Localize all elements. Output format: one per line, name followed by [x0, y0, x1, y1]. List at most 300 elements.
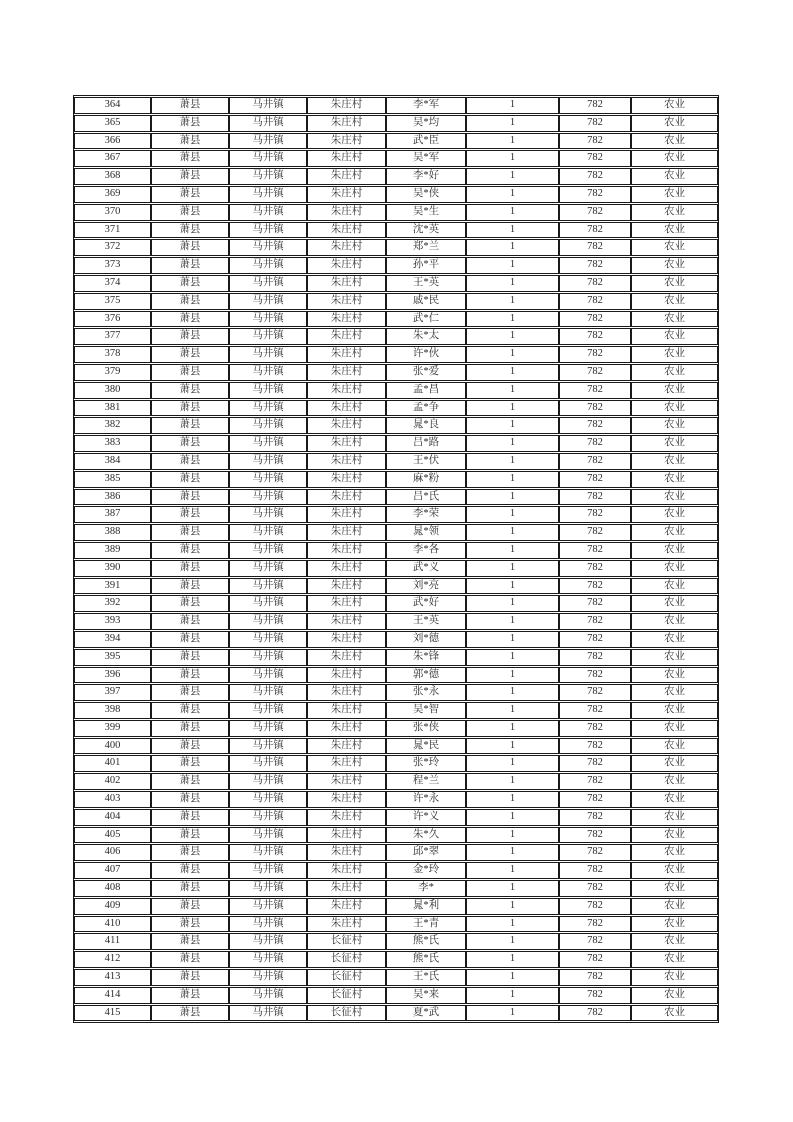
table-row — [74, 222, 718, 239]
cell-name: 金*玲 — [386, 862, 466, 879]
cell-name: 朱*久 — [386, 827, 466, 844]
cell-name: 郭*德 — [386, 667, 466, 684]
cell-seq: 379 — [74, 364, 151, 381]
cell-category: 农业 — [631, 667, 718, 684]
table-row — [74, 150, 718, 167]
cell-county: 萧县 — [151, 649, 229, 666]
cell-village: 朱庄村 — [307, 809, 386, 826]
cell-village: 朱庄村 — [307, 150, 386, 167]
table-row — [74, 844, 718, 861]
cell-village: 朱庄村 — [307, 293, 386, 310]
cell-count: 1 — [466, 506, 559, 523]
cell-town: 马井镇 — [229, 1005, 307, 1022]
cell-amount: 782 — [559, 239, 631, 256]
cell-county: 萧县 — [151, 506, 229, 523]
cell-village: 朱庄村 — [307, 204, 386, 221]
cell-count: 1 — [466, 382, 559, 399]
cell-name: 李*荣 — [386, 506, 466, 523]
cell-town: 马井镇 — [229, 524, 307, 541]
cell-seq: 410 — [74, 916, 151, 933]
cell-seq: 388 — [74, 524, 151, 541]
cell-name: 许*伙 — [386, 346, 466, 363]
cell-amount: 782 — [559, 257, 631, 274]
cell-seq: 367 — [74, 150, 151, 167]
cell-village: 朱庄村 — [307, 524, 386, 541]
cell-county: 萧县 — [151, 720, 229, 737]
table-row — [74, 827, 718, 844]
cell-amount: 782 — [559, 275, 631, 292]
cell-seq: 405 — [74, 827, 151, 844]
cell-category: 农业 — [631, 1005, 718, 1022]
cell-count: 1 — [466, 649, 559, 666]
cell-seq: 384 — [74, 453, 151, 470]
cell-seq: 374 — [74, 275, 151, 292]
cell-village: 朱庄村 — [307, 186, 386, 203]
table-row — [74, 649, 718, 666]
cell-village: 朱庄村 — [307, 720, 386, 737]
cell-town: 马井镇 — [229, 933, 307, 950]
cell-seq: 372 — [74, 239, 151, 256]
table-row — [74, 862, 718, 879]
cell-village: 朱庄村 — [307, 827, 386, 844]
cell-county: 萧县 — [151, 1005, 229, 1022]
table-row — [74, 417, 718, 434]
cell-name: 吴*侠 — [386, 186, 466, 203]
cell-town: 马井镇 — [229, 417, 307, 434]
cell-amount: 782 — [559, 862, 631, 879]
cell-county: 萧县 — [151, 400, 229, 417]
cell-count: 1 — [466, 542, 559, 559]
cell-category: 农业 — [631, 382, 718, 399]
cell-county: 萧县 — [151, 667, 229, 684]
cell-category: 农业 — [631, 133, 718, 150]
cell-count: 1 — [466, 933, 559, 950]
cell-village: 朱庄村 — [307, 115, 386, 132]
cell-county: 萧县 — [151, 880, 229, 897]
cell-name: 武*臣 — [386, 133, 466, 150]
cell-town: 马井镇 — [229, 222, 307, 239]
table-row — [74, 97, 718, 114]
cell-seq: 366 — [74, 133, 151, 150]
cell-category: 农业 — [631, 702, 718, 719]
cell-count: 1 — [466, 987, 559, 1004]
table-row — [74, 293, 718, 310]
cell-town: 马井镇 — [229, 506, 307, 523]
cell-seq: 377 — [74, 328, 151, 345]
cell-name: 吴*均 — [386, 115, 466, 132]
cell-seq: 373 — [74, 257, 151, 274]
table-body — [74, 97, 718, 1021]
cell-category: 农业 — [631, 417, 718, 434]
cell-amount: 782 — [559, 1005, 631, 1022]
cell-county: 萧县 — [151, 115, 229, 132]
cell-count: 1 — [466, 328, 559, 345]
cell-seq: 404 — [74, 809, 151, 826]
cell-town: 马井镇 — [229, 738, 307, 755]
cell-amount: 782 — [559, 578, 631, 595]
cell-county: 萧县 — [151, 328, 229, 345]
cell-name: 熊*氏 — [386, 933, 466, 950]
cell-amount: 782 — [559, 702, 631, 719]
cell-name: 李*各 — [386, 542, 466, 559]
table-row — [74, 204, 718, 221]
cell-name: 麻*粉 — [386, 471, 466, 488]
cell-county: 萧县 — [151, 969, 229, 986]
table-row — [74, 524, 718, 541]
cell-town: 马井镇 — [229, 578, 307, 595]
cell-village: 朱庄村 — [307, 328, 386, 345]
cell-town: 马井镇 — [229, 809, 307, 826]
table-row — [74, 595, 718, 612]
cell-village: 朱庄村 — [307, 275, 386, 292]
cell-village: 朱庄村 — [307, 791, 386, 808]
table-row — [74, 186, 718, 203]
cell-category: 农业 — [631, 400, 718, 417]
cell-count: 1 — [466, 311, 559, 328]
cell-amount: 782 — [559, 506, 631, 523]
cell-amount: 782 — [559, 684, 631, 701]
cell-town: 马井镇 — [229, 471, 307, 488]
cell-county: 萧县 — [151, 524, 229, 541]
cell-seq: 383 — [74, 435, 151, 452]
cell-category: 农业 — [631, 560, 718, 577]
cell-category: 农业 — [631, 916, 718, 933]
cell-county: 萧县 — [151, 542, 229, 559]
cell-name: 吴*军 — [386, 150, 466, 167]
cell-category: 农业 — [631, 524, 718, 541]
table-row — [74, 951, 718, 968]
table-row — [74, 1005, 718, 1022]
cell-count: 1 — [466, 489, 559, 506]
table-row — [74, 328, 718, 345]
cell-village: 朱庄村 — [307, 417, 386, 434]
cell-village: 朱庄村 — [307, 880, 386, 897]
cell-count: 1 — [466, 720, 559, 737]
cell-amount: 782 — [559, 951, 631, 968]
cell-town: 马井镇 — [229, 168, 307, 185]
cell-count: 1 — [466, 862, 559, 879]
cell-county: 萧县 — [151, 364, 229, 381]
cell-name: 孟*昌 — [386, 382, 466, 399]
cell-amount: 782 — [559, 667, 631, 684]
cell-county: 萧县 — [151, 186, 229, 203]
cell-category: 农业 — [631, 257, 718, 274]
cell-county: 萧县 — [151, 257, 229, 274]
cell-name: 朱*锋 — [386, 649, 466, 666]
cell-county: 萧县 — [151, 150, 229, 167]
cell-count: 1 — [466, 898, 559, 915]
cell-seq: 406 — [74, 844, 151, 861]
cell-village: 朱庄村 — [307, 631, 386, 648]
cell-village: 朱庄村 — [307, 133, 386, 150]
cell-amount: 782 — [559, 880, 631, 897]
cell-category: 农业 — [631, 186, 718, 203]
cell-name: 晁*民 — [386, 738, 466, 755]
cell-count: 1 — [466, 809, 559, 826]
cell-county: 萧县 — [151, 951, 229, 968]
cell-town: 马井镇 — [229, 328, 307, 345]
cell-seq: 375 — [74, 293, 151, 310]
cell-town: 马井镇 — [229, 257, 307, 274]
cell-count: 1 — [466, 702, 559, 719]
cell-count: 1 — [466, 400, 559, 417]
cell-name: 刘*亮 — [386, 578, 466, 595]
cell-seq: 369 — [74, 186, 151, 203]
cell-amount: 782 — [559, 417, 631, 434]
cell-category: 农业 — [631, 595, 718, 612]
cell-count: 1 — [466, 916, 559, 933]
cell-count: 1 — [466, 471, 559, 488]
cell-town: 马井镇 — [229, 702, 307, 719]
cell-county: 萧县 — [151, 809, 229, 826]
cell-amount: 782 — [559, 898, 631, 915]
cell-village: 朱庄村 — [307, 453, 386, 470]
cell-county: 萧县 — [151, 435, 229, 452]
cell-seq: 364 — [74, 97, 151, 114]
cell-town: 马井镇 — [229, 844, 307, 861]
cell-amount: 782 — [559, 97, 631, 114]
cell-category: 农业 — [631, 150, 718, 167]
cell-category: 农业 — [631, 364, 718, 381]
cell-category: 农业 — [631, 222, 718, 239]
cell-village: 朱庄村 — [307, 346, 386, 363]
cell-count: 1 — [466, 364, 559, 381]
cell-village: 朱庄村 — [307, 916, 386, 933]
cell-village: 朱庄村 — [307, 560, 386, 577]
cell-name: 武*好 — [386, 595, 466, 612]
cell-county: 萧县 — [151, 453, 229, 470]
cell-count: 1 — [466, 595, 559, 612]
cell-category: 农业 — [631, 827, 718, 844]
cell-seq: 413 — [74, 969, 151, 986]
cell-count: 1 — [466, 667, 559, 684]
cell-name: 张*爱 — [386, 364, 466, 381]
cell-seq: 371 — [74, 222, 151, 239]
cell-amount: 782 — [559, 311, 631, 328]
cell-seq: 382 — [74, 417, 151, 434]
cell-name: 张*永 — [386, 684, 466, 701]
cell-seq: 398 — [74, 702, 151, 719]
cell-town: 马井镇 — [229, 613, 307, 630]
cell-seq: 391 — [74, 578, 151, 595]
cell-category: 农业 — [631, 471, 718, 488]
table-row — [74, 933, 718, 950]
table-row — [74, 133, 718, 150]
cell-count: 1 — [466, 417, 559, 434]
cell-category: 农业 — [631, 684, 718, 701]
cell-count: 1 — [466, 222, 559, 239]
cell-seq: 412 — [74, 951, 151, 968]
cell-town: 马井镇 — [229, 346, 307, 363]
cell-town: 马井镇 — [229, 667, 307, 684]
cell-amount: 782 — [559, 595, 631, 612]
cell-town: 马井镇 — [229, 382, 307, 399]
cell-amount: 782 — [559, 204, 631, 221]
cell-count: 1 — [466, 239, 559, 256]
table-row — [74, 239, 718, 256]
table-row — [74, 667, 718, 684]
cell-county: 萧县 — [151, 97, 229, 114]
cell-amount: 782 — [559, 969, 631, 986]
cell-seq: 393 — [74, 613, 151, 630]
cell-seq: 401 — [74, 755, 151, 772]
cell-village: 朱庄村 — [307, 506, 386, 523]
cell-amount: 782 — [559, 382, 631, 399]
cell-amount: 782 — [559, 827, 631, 844]
cell-town: 马井镇 — [229, 239, 307, 256]
cell-amount: 782 — [559, 328, 631, 345]
table-row — [74, 275, 718, 292]
cell-amount: 782 — [559, 916, 631, 933]
cell-count: 1 — [466, 844, 559, 861]
cell-seq: 407 — [74, 862, 151, 879]
cell-village: 长征村 — [307, 969, 386, 986]
cell-town: 马井镇 — [229, 951, 307, 968]
cell-amount: 782 — [559, 400, 631, 417]
cell-village: 朱庄村 — [307, 239, 386, 256]
cell-amount: 782 — [559, 150, 631, 167]
cell-seq: 400 — [74, 738, 151, 755]
cell-village: 朱庄村 — [307, 595, 386, 612]
cell-name: 戚*民 — [386, 293, 466, 310]
cell-county: 萧县 — [151, 702, 229, 719]
cell-name: 吴*生 — [386, 204, 466, 221]
cell-name: 张*侠 — [386, 720, 466, 737]
table-row — [74, 880, 718, 897]
cell-village: 朱庄村 — [307, 684, 386, 701]
cell-name: 邱*翠 — [386, 844, 466, 861]
cell-category: 农业 — [631, 453, 718, 470]
cell-town: 马井镇 — [229, 293, 307, 310]
cell-village: 长征村 — [307, 987, 386, 1004]
cell-category: 农业 — [631, 239, 718, 256]
cell-seq: 386 — [74, 489, 151, 506]
cell-county: 萧县 — [151, 311, 229, 328]
cell-seq: 399 — [74, 720, 151, 737]
cell-name: 武*义 — [386, 560, 466, 577]
table-row — [74, 684, 718, 701]
cell-amount: 782 — [559, 524, 631, 541]
cell-amount: 782 — [559, 933, 631, 950]
cell-count: 1 — [466, 827, 559, 844]
cell-name: 吴*来 — [386, 987, 466, 1004]
cell-amount: 782 — [559, 453, 631, 470]
cell-county: 萧县 — [151, 560, 229, 577]
cell-town: 马井镇 — [229, 275, 307, 292]
cell-town: 马井镇 — [229, 115, 307, 132]
cell-amount: 782 — [559, 293, 631, 310]
cell-category: 农业 — [631, 613, 718, 630]
cell-name: 吴*智 — [386, 702, 466, 719]
cell-seq: 389 — [74, 542, 151, 559]
subsidy-table — [73, 95, 719, 1023]
cell-amount: 782 — [559, 186, 631, 203]
cell-category: 农业 — [631, 346, 718, 363]
cell-seq: 376 — [74, 311, 151, 328]
cell-town: 马井镇 — [229, 684, 307, 701]
cell-town: 马井镇 — [229, 595, 307, 612]
cell-name: 许*义 — [386, 809, 466, 826]
cell-village: 朱庄村 — [307, 844, 386, 861]
cell-count: 1 — [466, 204, 559, 221]
table-row — [74, 542, 718, 559]
cell-amount: 782 — [559, 649, 631, 666]
cell-village: 长征村 — [307, 933, 386, 950]
cell-amount: 782 — [559, 791, 631, 808]
table-row — [74, 969, 718, 986]
cell-county: 萧县 — [151, 755, 229, 772]
cell-amount: 782 — [559, 471, 631, 488]
cell-name: 晁*良 — [386, 417, 466, 434]
cell-town: 马井镇 — [229, 489, 307, 506]
cell-town: 马井镇 — [229, 755, 307, 772]
cell-name: 晁*利 — [386, 898, 466, 915]
cell-county: 萧县 — [151, 898, 229, 915]
cell-town: 马井镇 — [229, 204, 307, 221]
cell-town: 马井镇 — [229, 97, 307, 114]
cell-category: 农业 — [631, 755, 718, 772]
table-row — [74, 720, 718, 737]
cell-town: 马井镇 — [229, 880, 307, 897]
cell-name: 王*氏 — [386, 969, 466, 986]
cell-count: 1 — [466, 97, 559, 114]
cell-village: 朱庄村 — [307, 97, 386, 114]
cell-amount: 782 — [559, 560, 631, 577]
cell-amount: 782 — [559, 631, 631, 648]
cell-category: 农业 — [631, 951, 718, 968]
table-row — [74, 613, 718, 630]
table-row — [74, 898, 718, 915]
cell-seq: 409 — [74, 898, 151, 915]
cell-count: 1 — [466, 631, 559, 648]
cell-category: 农业 — [631, 293, 718, 310]
cell-category: 农业 — [631, 631, 718, 648]
cell-category: 农业 — [631, 862, 718, 879]
cell-seq: 414 — [74, 987, 151, 1004]
cell-amount: 782 — [559, 346, 631, 363]
table-row — [74, 435, 718, 452]
cell-amount: 782 — [559, 222, 631, 239]
cell-amount: 782 — [559, 844, 631, 861]
cell-county: 萧县 — [151, 168, 229, 185]
table-row — [74, 578, 718, 595]
cell-category: 农业 — [631, 275, 718, 292]
cell-seq: 402 — [74, 773, 151, 790]
cell-seq: 408 — [74, 880, 151, 897]
cell-category: 农业 — [631, 168, 718, 185]
cell-county: 萧县 — [151, 489, 229, 506]
cell-count: 1 — [466, 524, 559, 541]
cell-seq: 392 — [74, 595, 151, 612]
table-row — [74, 364, 718, 381]
cell-name: 武*仁 — [386, 311, 466, 328]
cell-village: 朱庄村 — [307, 471, 386, 488]
cell-county: 萧县 — [151, 827, 229, 844]
cell-village: 朱庄村 — [307, 738, 386, 755]
cell-village: 朱庄村 — [307, 702, 386, 719]
cell-name: 王*英 — [386, 275, 466, 292]
table-row — [74, 311, 718, 328]
cell-county: 萧县 — [151, 631, 229, 648]
cell-category: 农业 — [631, 987, 718, 1004]
cell-village: 朱庄村 — [307, 435, 386, 452]
cell-town: 马井镇 — [229, 631, 307, 648]
cell-category: 农业 — [631, 738, 718, 755]
cell-count: 1 — [466, 738, 559, 755]
cell-county: 萧县 — [151, 773, 229, 790]
cell-amount: 782 — [559, 987, 631, 1004]
cell-seq: 397 — [74, 684, 151, 701]
